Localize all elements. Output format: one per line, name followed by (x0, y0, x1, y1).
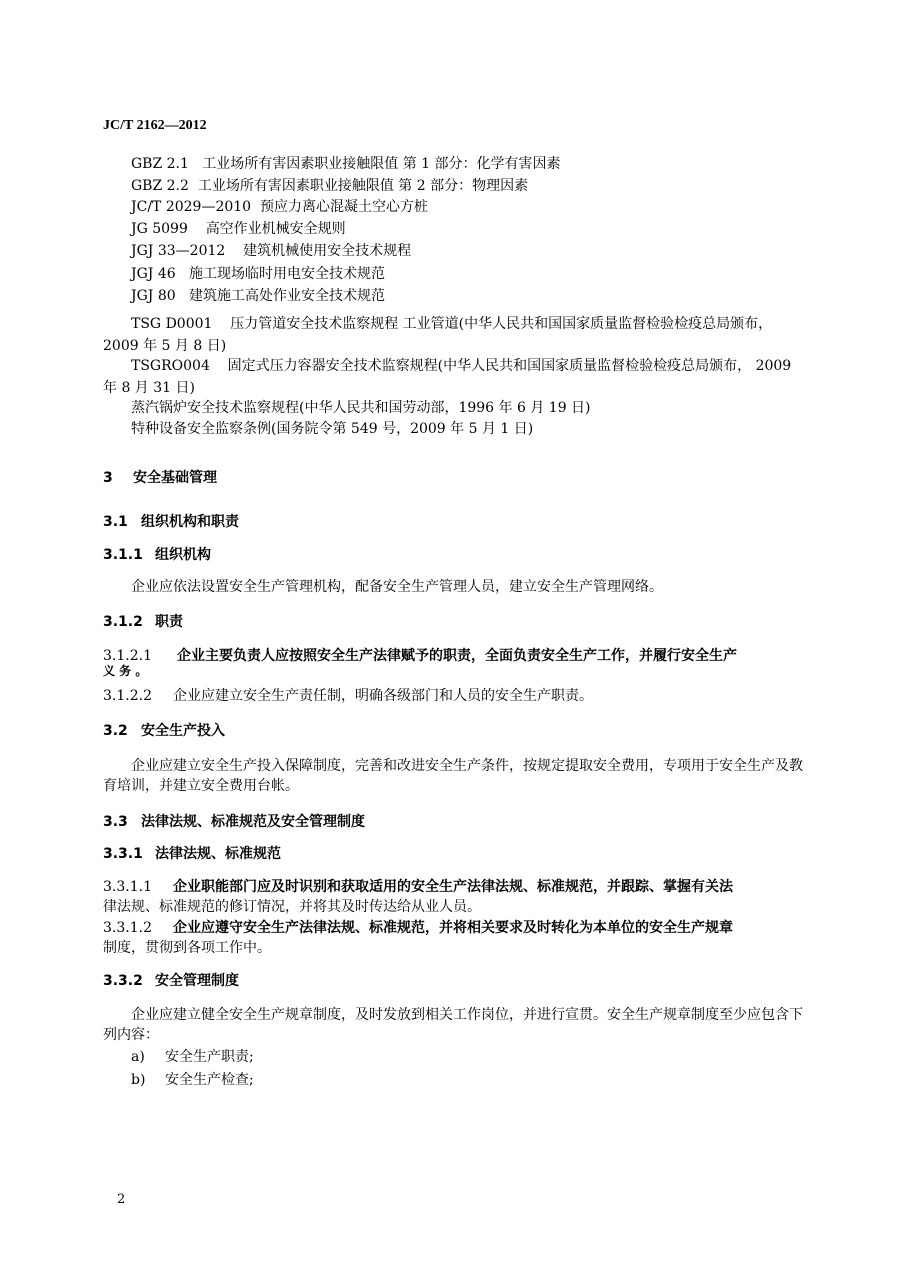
section-title: 法律法规、标准规范及安全管理制度 (141, 814, 365, 830)
reference-code: JGJ 80 (131, 288, 176, 304)
reference-code: JG 5099 (131, 221, 188, 237)
list-label: a) (131, 1049, 145, 1065)
list-text: 安全生产检查; (165, 1072, 254, 1088)
section-title: 安全生产投入 (141, 723, 225, 739)
section-title: 法律法规、标准规范 (155, 846, 281, 862)
section-number: 3.3.1 (103, 846, 143, 862)
reference-code: JGJ 33—2012 (131, 243, 226, 259)
section-heading (103, 611, 183, 631)
section-number: 3.1.2 (103, 614, 143, 630)
reference-item (131, 263, 385, 285)
reference-title: 建筑施工高处作业安全技术规范 (189, 288, 386, 304)
section-title: 组织机构 (155, 547, 211, 563)
clause-text: 企业应遵守安全生产法律法规、标准规范，并将相关要求及时转化为本单位的安全生产规章 (173, 920, 733, 936)
section-number: 3.3 (103, 814, 128, 830)
section-number: 3.1.1 (103, 547, 143, 563)
clause-continuation: 制度，贯彻到各项工作中。 (103, 940, 271, 956)
section-heading (103, 511, 239, 531)
reference-item (103, 313, 793, 357)
reference-code: TSGRO004 (131, 358, 210, 374)
section-number: 3.3.2 (103, 973, 143, 989)
section-title: 组织机构和职责 (141, 514, 239, 530)
list-text: 安全生产职责; (165, 1049, 254, 1065)
section-number: 3.2 (103, 723, 128, 739)
paragraph: 企业应建立健全安全生产规章制度，及时发放到相关工作岗位，并进行宣贯。安全生产规章制度至少应包含下列内容： (103, 1007, 803, 1043)
clause (103, 918, 815, 958)
reference-title: 工业场所有害因素职业接触限值 第 1 部分：化学有害因素 (202, 156, 561, 172)
reference-code: JC/T 2029—2010 (131, 199, 252, 215)
reference-title: 特种设备安全监察条例(国务院令第 549 号，2009 年 5 月 1 日) (131, 421, 534, 437)
clause (103, 646, 815, 678)
clause-number: 3.3.1.2 (103, 920, 152, 936)
reference-item (131, 397, 591, 419)
reference-item (131, 175, 528, 197)
clause-number: 3.1.2.1 (103, 648, 152, 664)
clause (103, 877, 815, 917)
list-item (131, 1069, 254, 1089)
reference-title: 固定式压力容器安全技术监察规程(中华人民共和国国家质量监督检验检疫总局颁布， 2009 年 8 月 31 日) (103, 358, 792, 396)
clause-text: 企业主要负责人应按照安全生产法律赋予的职责，全面负责安全生产工作，并履行安全生产 (177, 648, 737, 664)
reference-item (131, 218, 346, 240)
reference-title: 建筑机械使用安全技术规程 (243, 243, 412, 259)
clause-continuation: 律法规、标准规范的修订情况，并将其及时传达给从业人员。 (103, 899, 481, 915)
reference-code: GBZ 2.1 (131, 156, 189, 172)
clause-text: 企业应建立安全生产责任制，明确各级部门和人员的安全生产职责。 (173, 688, 593, 704)
reference-title: 高空作业机械安全规则 (205, 221, 346, 237)
paragraph: 企业应建立安全生产投入保障制度，完善和改进安全生产条件，按规定提取安全费用，专项用于安全生产及教育培训，并建立安全费用台帐。 (103, 758, 803, 794)
clause-number: 3.1.2.2 (103, 688, 152, 704)
reference-item (131, 240, 411, 262)
clause (103, 686, 593, 706)
section-title: 安全管理制度 (155, 973, 239, 989)
section-heading (103, 720, 225, 740)
reference-title: 预应力离心混凝土空心方桩 (260, 199, 428, 215)
reference-code: JGJ 46 (131, 266, 176, 282)
clause-continuation: 义 务 。 (103, 664, 148, 678)
reference-title: 蒸汽锅炉安全技术监察规程(中华人民共和国劳动部，1996 年 6 月 19 日) (131, 400, 591, 416)
clause-number: 3.3.1.1 (103, 879, 152, 895)
document-code: JC/T 2162—2012 (103, 118, 207, 133)
page-number: 2 (117, 1192, 126, 1207)
section-heading (103, 843, 281, 863)
reference-title: 压力管道安全技术监察规程 工业管道(中华人民共和国国家质量监督检验检疫总局颁布，2009 年 5 月 8 日) (103, 316, 773, 354)
section-title: 安全基础管理 (133, 470, 217, 486)
section-number: 3 (103, 470, 113, 486)
reference-item (131, 153, 561, 175)
reference-title: 工业场所有害因素职业接触限值 第 2 部分：物理因素 (197, 178, 529, 194)
section-heading (103, 544, 211, 564)
section-heading (103, 970, 239, 990)
clause-text: 企业职能部门应及时识别和获取适用的安全生产法律法规、标准规范，并跟踪、掌握有关法 (173, 879, 733, 895)
paragraph: 企业应依法设置安全生产管理机构，配备安全生产管理人员，建立安全生产管理网络。 (131, 579, 663, 595)
reference-item (131, 285, 385, 307)
reference-code: TSG D0001 (131, 316, 213, 332)
section-title: 职责 (155, 614, 183, 630)
section-number: 3.1 (103, 514, 128, 530)
reference-item (103, 355, 793, 399)
section-heading (103, 467, 217, 487)
list-item (131, 1046, 254, 1066)
reference-code: GBZ 2.2 (131, 178, 189, 194)
list-label: b) (131, 1072, 146, 1088)
section-heading (103, 811, 365, 831)
reference-item (131, 418, 533, 440)
reference-item (131, 196, 428, 218)
reference-title: 施工现场临时用电安全技术规范 (189, 266, 386, 282)
